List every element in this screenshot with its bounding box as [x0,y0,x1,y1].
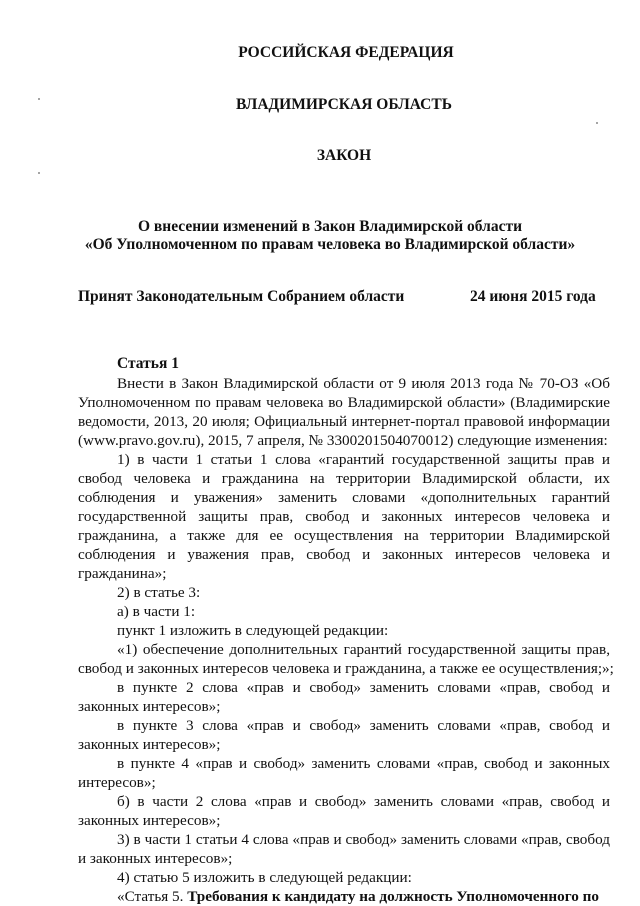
article-5-prefix: «Статья 5. [117,888,188,905]
scan-speck [38,98,40,100]
body-line: Уполномоченном по правам человека во Владимирской области» (Владимирские [78,394,610,411]
body-line: государственной защиты прав, свобод и законных интересов человека и [78,508,610,525]
body-line: 3) в части 1 статьи 4 слова «прав и свобод» заменить словами «прав, свобод [117,831,610,848]
body-line: интересов»; [78,774,156,791]
scan-speck [38,172,40,174]
body-line: Внести в Закон Владимирской области от 9 июля 2013 года № 70-ОЗ «Об [117,375,610,392]
body-line: 4) статью 5 изложить в следующей редакции: [117,869,412,886]
body-line: в пункте 3 слова «прав и свобод» заменить словами «прав, свобод и [117,717,610,734]
body-line: гражданина»; [78,565,167,582]
body-line: законных интересов»; [78,698,221,715]
article-5-heading: Требования к кандидату на должность Уполномоченного по [187,888,600,905]
adopted-by: Принят Законодательным Собранием области [78,288,405,305]
body-line: в пункте 4 «прав и свобод» заменить словами «прав, свобод и законных [117,755,610,772]
adoption-date: 24 июня 2015 года [470,288,596,305]
body-line: «1) обеспечение дополнительных гарантий государственной защиты прав, [117,641,610,658]
body-line: законных интересов»; [78,736,221,753]
body-line: гражданина, а также для ее осуществления на территории Владимирской [78,527,610,544]
body-line: в пункте 2 слова «прав и свобод» заменить словами «прав, свобод и [117,679,610,696]
region-heading: ВЛАДИМИРСКАЯ ОБЛАСТЬ [236,96,452,113]
body-line: свобод и законных интересов человека и гражданина, а также ее осуществления;»; [78,660,614,677]
body-line-last [117,887,610,906]
body-line: и законных интересов»; [78,850,233,867]
body-line: а) в части 1: [117,603,196,620]
article-title: Статья 1 [117,355,179,372]
body-line: б) в части 2 слова «прав и свобод» заменить словами «прав, свобод и [117,793,610,810]
law-title-line-1: О внесении изменений в Закон Владимирской области [137,218,523,235]
body-line: 2) в статье 3: [117,584,201,601]
law-title-line-2: «Об Уполномоченном по правам человека во Владимирской области» [84,236,576,253]
body-line: 1) в части 1 статьи 1 слова «гарантий государственной защиты прав и [117,451,610,468]
body-line: законных интересов»; [78,812,221,829]
body-line: свобод человека и гражданина на территории Владимирской области, их [78,470,610,487]
scan-speck [596,122,598,124]
body-line: пункт 1 изложить в следующей редакции: [117,622,389,639]
body-line: ведомости, 2013, 20 июля; Официальный интернет-портал правовой информации [78,413,610,430]
body-line: соблюдения и уважения» заменить словами «дополнительных гарантий [78,489,610,506]
body-line: соблюдения и уважения прав, свобод и законных интересов человека и [78,546,610,563]
body-line: (www.pravo.gov.ru), 2015, 7 апреля, № 3300201504070012) следующие изменения: [78,432,608,449]
law-heading: ЗАКОН [316,147,372,164]
country-heading: РОССИЙСКАЯ ФЕДЕРАЦИЯ [238,44,454,61]
